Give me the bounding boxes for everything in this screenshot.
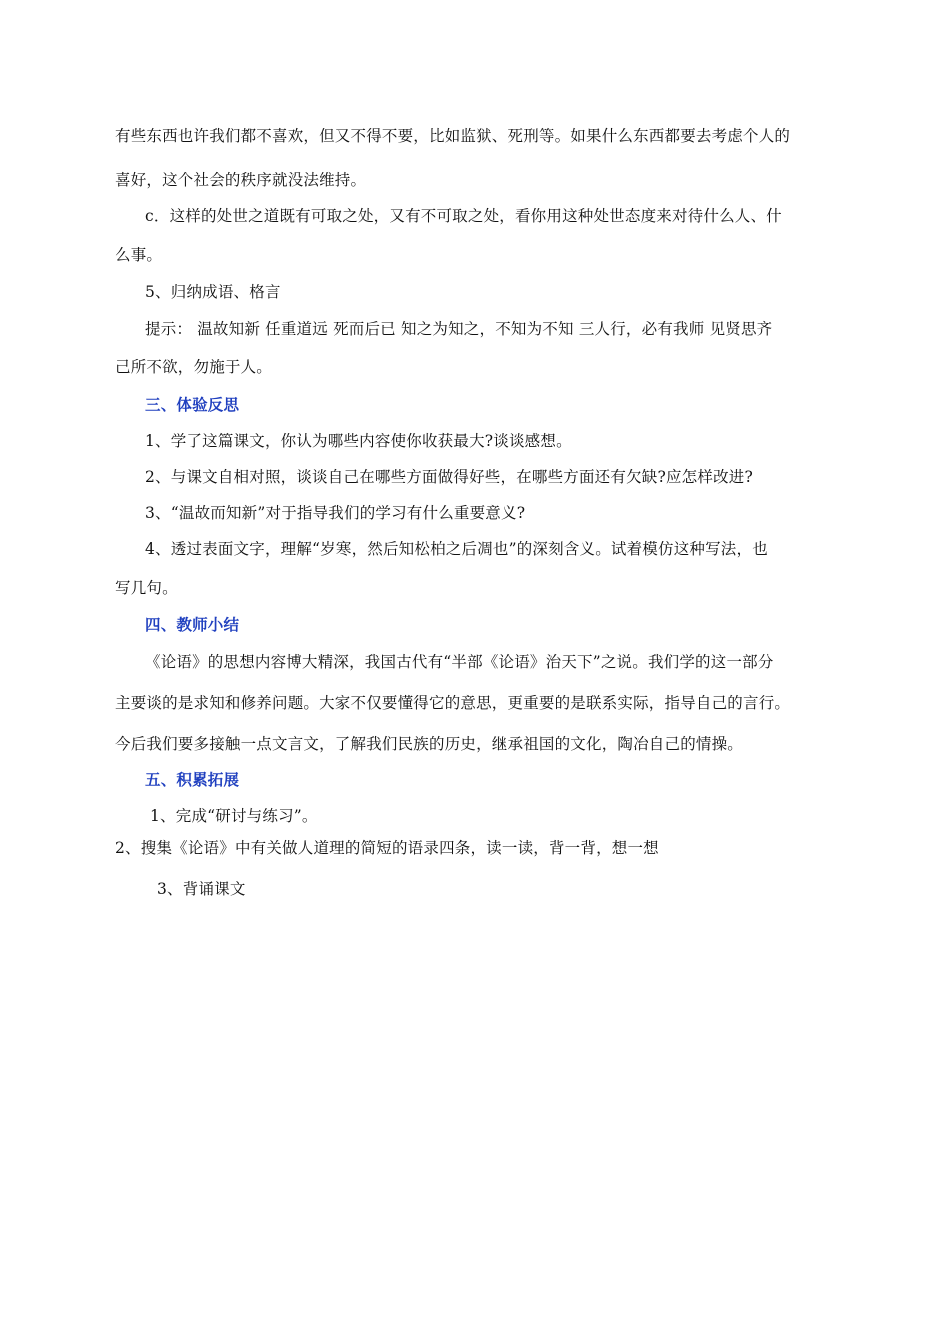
paragraph-line: 提示： 温故知新 任重道远 死而后已 知之为知之，不知为不知 三人行，必有我师 见贤思齐 — [145, 320, 773, 338]
section-heading-summary: 四、教师小结 — [145, 616, 240, 634]
paragraph-line: 么事。 — [115, 246, 163, 264]
paragraph-line: 喜好，这个社会的秩序就没法维持。 — [115, 171, 367, 189]
question-item: 4、透过表面文字，理解“岁寒，然后知松柏之后凋也”的深刻含义。试着模仿这种写法，也 — [145, 540, 768, 558]
paragraph-line: c．这样的处世之道既有可取之处，又有不可取之处，看你用这种处世态度来对待什么人、什 — [145, 207, 782, 225]
section-heading-reflection: 三、体验反思 — [145, 396, 240, 414]
task-item: 1、完成“研讨与练习”。 — [150, 807, 318, 825]
question-item: 2、与课文自相对照，谈谈自己在哪些方面做得好些，在哪些方面还有欠缺?应怎样改进? — [145, 468, 753, 486]
question-item: 1、学了这篇课文，你认为哪些内容使你收获最大?谈谈感想。 — [145, 432, 572, 450]
paragraph-line: 5、归纳成语、格言 — [145, 283, 281, 301]
question-item: 写几句。 — [115, 579, 178, 597]
summary-line: 今后我们要多接触一点文言文，了解我们民族的历史，继承祖国的文化，陶冶自己的情操。 — [115, 735, 744, 753]
section-heading-extension: 五、积累拓展 — [145, 771, 240, 789]
question-item: 3、“温故而知新”对于指导我们的学习有什么重要意义? — [145, 504, 526, 522]
summary-line: 主要谈的是求知和修养问题。大家不仅要懂得它的意思，更重要的是联系实际，指导自己的言行。 — [115, 694, 791, 712]
task-item: 3、背诵课文 — [157, 880, 246, 898]
paragraph-line: 有些东西也许我们都不喜欢，但又不得不要，比如监狱、死刑等。如果什么东西都要去考虑个人的 — [115, 127, 791, 145]
task-item: 2、搜集《论语》中有关做人道理的简短的语录四条，读一读，背一背，想一想 — [115, 839, 659, 857]
summary-line: 《论语》的思想内容博大精深，我国古代有“半部《论语》治天下”之说。我们学的这一部分 — [145, 653, 774, 671]
paragraph-line: 己所不欲，勿施于人。 — [115, 358, 273, 376]
